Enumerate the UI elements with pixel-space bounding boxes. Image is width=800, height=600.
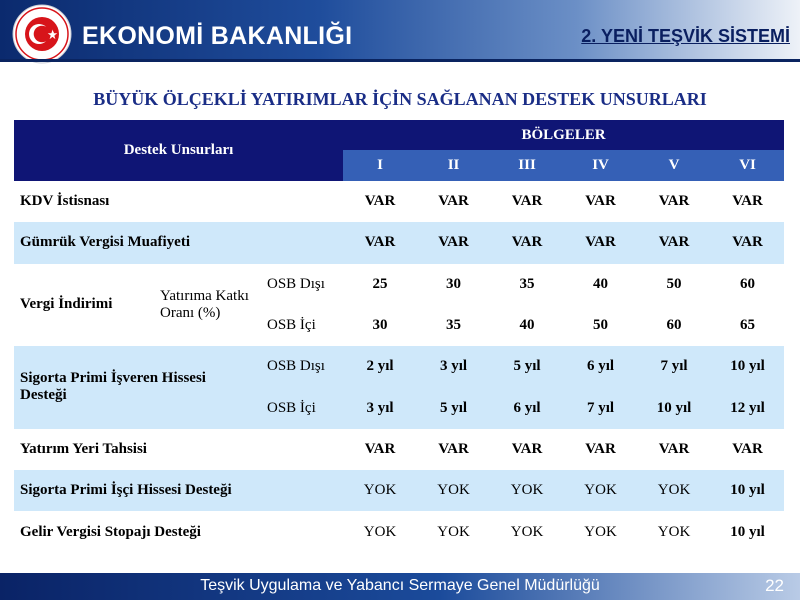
- page-number: 22: [765, 576, 784, 595]
- page-title: BÜYÜK ÖLÇEKLİ YATIRIMLAR İÇİN SAĞLANAN DESTEK UNSURLARI: [93, 89, 707, 109]
- table-cell: VAR: [732, 193, 763, 210]
- table-cell: VAR: [658, 193, 690, 210]
- ministry-name: EKONOMİ BAKANLIĞI: [82, 22, 353, 50]
- region-header: IV: [564, 150, 637, 181]
- table-cell: 3 yıl: [417, 346, 490, 387]
- table-head-regions: BÖLGELER: [343, 120, 784, 150]
- osb-label: OSB İçi: [267, 317, 316, 334]
- table-cell: VAR: [658, 440, 690, 457]
- table-cell: YOK: [510, 523, 544, 540]
- region-header: I: [343, 150, 417, 181]
- table-cell: 10 yıl: [730, 523, 765, 540]
- region-header: III: [490, 150, 564, 181]
- table-cell: 35: [519, 275, 535, 292]
- table-cell: 25: [372, 275, 388, 292]
- table-cell: 7 yıl: [564, 387, 637, 428]
- table-cell: 40: [519, 317, 535, 334]
- table-cell: 6 yıl: [490, 387, 564, 428]
- table-cell: 10 yıl: [637, 387, 711, 428]
- table-cell: 10 yıl: [711, 470, 784, 511]
- table-cell: 12 yıl: [711, 387, 784, 428]
- table-row-sigorta-disi: [14, 346, 784, 387]
- table-cell: 50: [593, 317, 609, 334]
- header-rule: [0, 59, 800, 62]
- table-cell: YOK: [363, 523, 397, 540]
- table-cell: VAR: [364, 193, 396, 210]
- table-cell: YOK: [584, 523, 617, 540]
- table-cell: 40: [593, 275, 609, 292]
- table-cell: YOK: [637, 470, 711, 511]
- region-header: V: [637, 150, 711, 181]
- table-cell: VAR: [417, 222, 490, 263]
- table-row-gelir: [14, 511, 784, 552]
- table-cell: 60: [740, 275, 756, 292]
- table-cell: VAR: [438, 440, 469, 457]
- table-head-support: Destek Unsurları: [14, 120, 343, 181]
- table-cell: VAR: [711, 222, 784, 263]
- row-label: Sigorta Primi İşveren Hissesi Desteği: [14, 346, 261, 429]
- osb-label: OSB İçi: [261, 387, 343, 428]
- ministry-seal-icon: [8, 4, 76, 64]
- table-cell: 50: [666, 275, 682, 292]
- table-cell: VAR: [564, 222, 637, 263]
- table-row-kdv: [14, 181, 784, 222]
- table-row-yatirim-yeri: [14, 429, 784, 470]
- support-table: [14, 120, 784, 553]
- table-row-vergi-disi: [14, 264, 784, 305]
- header-bar: [0, 0, 800, 62]
- table-cell: 5 yıl: [417, 387, 490, 428]
- table-cell: 30: [446, 275, 462, 292]
- table-cell: VAR: [732, 440, 763, 457]
- table-cell: VAR: [585, 440, 616, 457]
- table-cell: VAR: [438, 193, 469, 210]
- table-cell: 30: [372, 317, 388, 334]
- table-cell: YOK: [417, 470, 490, 511]
- section-title: 2. YENİ TEŞVİK SİSTEMİ: [581, 26, 790, 46]
- table-cell: YOK: [437, 523, 470, 540]
- osb-label: OSB Dışı: [267, 275, 325, 292]
- row-sublabel: Yatırıma Katkı Oranı (%): [160, 288, 249, 321]
- table-row-sigorta-isci: [14, 470, 784, 511]
- table-cell: 10 yıl: [711, 346, 784, 387]
- table-cell: VAR: [637, 222, 711, 263]
- table-row-gumruk: [14, 222, 784, 263]
- footer-text: Teşvik Uygulama ve Yabancı Sermaye Genel Müdürlüğü: [200, 577, 600, 594]
- table-cell: VAR: [364, 440, 396, 457]
- table-cell: 6 yıl: [564, 346, 637, 387]
- row-label: Gelir Vergisi Stopajı Desteği: [20, 523, 201, 540]
- table-cell: VAR: [511, 440, 543, 457]
- table-cell: YOK: [343, 470, 417, 511]
- table-cell: VAR: [343, 222, 417, 263]
- table-cell: 60: [666, 317, 682, 334]
- region-header: II: [417, 150, 490, 181]
- table-cell: YOK: [657, 523, 691, 540]
- table-cell: VAR: [585, 193, 616, 210]
- table-cell: 65: [740, 317, 756, 334]
- table-cell: 3 yıl: [343, 387, 417, 428]
- table-cell: 5 yıl: [490, 346, 564, 387]
- region-header: VI: [711, 150, 784, 181]
- table-cell: YOK: [564, 470, 637, 511]
- table-cell: 7 yıl: [637, 346, 711, 387]
- footer-bar: [0, 573, 800, 600]
- row-label: KDV İstisnası: [20, 193, 110, 210]
- row-label: Yatırım Yeri Tahsisi: [20, 440, 147, 457]
- row-label: Sigorta Primi İşçi Hissesi Desteği: [14, 470, 343, 511]
- osb-label: OSB Dışı: [261, 346, 343, 387]
- row-label: Vergi İndirimi: [20, 296, 113, 313]
- table-cell: VAR: [490, 222, 564, 263]
- table-cell: YOK: [490, 470, 564, 511]
- table-cell: 35: [446, 317, 462, 334]
- table-cell: VAR: [511, 193, 543, 210]
- row-label: Gümrük Vergisi Muafiyeti: [14, 222, 343, 263]
- table-cell: 2 yıl: [343, 346, 417, 387]
